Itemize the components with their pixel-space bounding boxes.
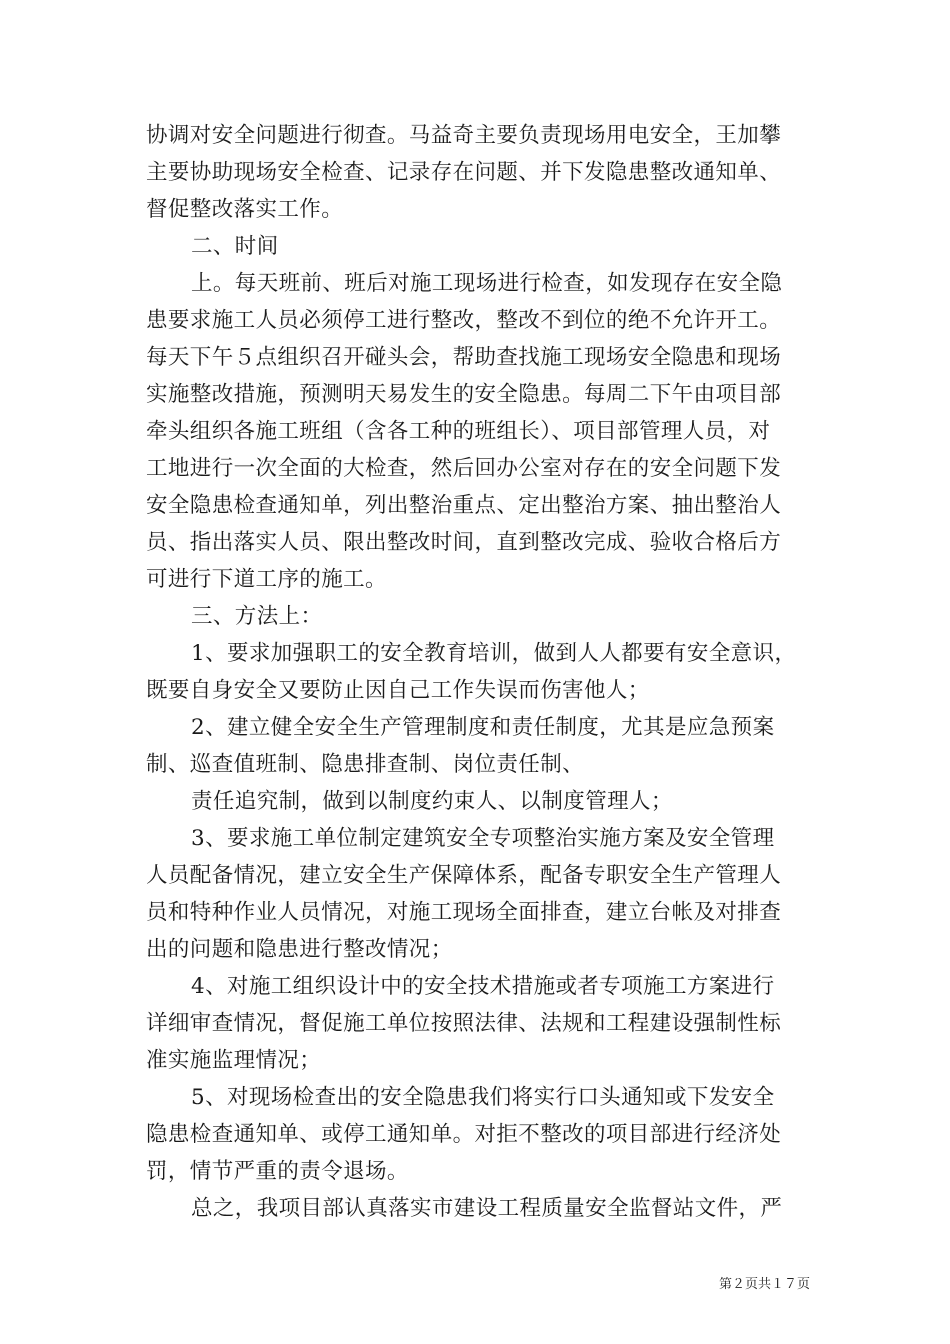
- text-line: 隐患检查通知单、或停工通知单。对拒不整改的项目部进行经济处: [146, 1122, 782, 1147]
- text-line: 上。每天班前、班后对施工现场进行检查，如发现存在安全隐: [191, 271, 783, 296]
- text-line: 督促整改落实工作。: [146, 197, 344, 222]
- text-line: 制、巡查值班制、隐患排查制、岗位责任制、: [146, 752, 585, 777]
- text-line: 3、要求施工单位制定建筑安全专项整治实施方案及安全管理: [191, 826, 775, 851]
- body-text: [146, 117, 812, 1227]
- text-line: 4、对施工组织设计中的安全技术措施或者专项施工方案进行: [191, 974, 775, 999]
- text-line: 责任追究制，做到以制度约束人、以制度管理人；: [191, 789, 673, 814]
- text-line: 患要求施工人员必须停工进行整改，整改不到位的绝不允许开工。: [146, 308, 782, 333]
- text-line: 既要自身安全又要防止因自己工作失误而伤害他人；: [146, 678, 650, 703]
- text-line: 5、对现场检查出的安全隐患我们将实行口头通知或下发安全: [191, 1085, 775, 1110]
- text-line: 主要协助现场安全检查、记录存在问题、并下发隐患整改通知单、: [146, 160, 782, 185]
- text-line: 协调对安全问题进行彻查。马益奇主要负责现场用电安全，王加攀: [146, 123, 782, 148]
- text-line: 牵头组织各施工班组（含各工种的班组长）、项目部管理人员，对: [146, 419, 771, 444]
- text-line: 出的问题和隐患进行整改情况；: [146, 937, 453, 962]
- text-line: 罚，情节严重的责令退场。: [146, 1159, 409, 1184]
- text-line: 总之，我项目部认真落实市建设工程质量安全监督站文件，严: [191, 1196, 783, 1221]
- text-line: 安全隐患检查通知单，列出整治重点、定出整治方案、抽出整治人: [146, 493, 782, 518]
- text-line: 实施整改措施，预测明天易发生的安全隐患。每周二下午由项目部: [146, 382, 782, 407]
- text-line: 二、时间: [191, 234, 279, 259]
- text-line: 2、建立健全安全生产管理制度和责任制度，尤其是应急预案: [191, 715, 775, 740]
- page-footer: 第２页共１７页: [718, 1277, 810, 1292]
- text-line: 详细审查情况，督促施工单位按照法律、法规和工程建设强制性标: [146, 1011, 782, 1036]
- text-line: 工地进行一次全面的大检查，然后回办公室对存在的安全问题下发: [146, 456, 782, 481]
- text-line: 可进行下道工序的施工。: [146, 567, 387, 592]
- text-line: 员和特种作业人员情况，对施工现场全面排查，建立台帐及对排查: [146, 900, 782, 925]
- text-line: 每天下午５点组织召开碰头会，帮助查找施工现场安全隐患和现场: [146, 345, 782, 370]
- text-line: 三、方法上：: [191, 604, 323, 629]
- text-line: 准实施监理情况；: [146, 1048, 322, 1073]
- text-line: 1、要求加强职工的安全教育培训，做到人人都要有安全意识，: [191, 641, 797, 666]
- text-line: 员、指出落实人员、限出整改时间，直到整改完成、验收合格后方: [146, 530, 782, 555]
- text-line: 人员配备情况，建立安全生产保障体系，配备专职安全生产管理人: [146, 863, 782, 888]
